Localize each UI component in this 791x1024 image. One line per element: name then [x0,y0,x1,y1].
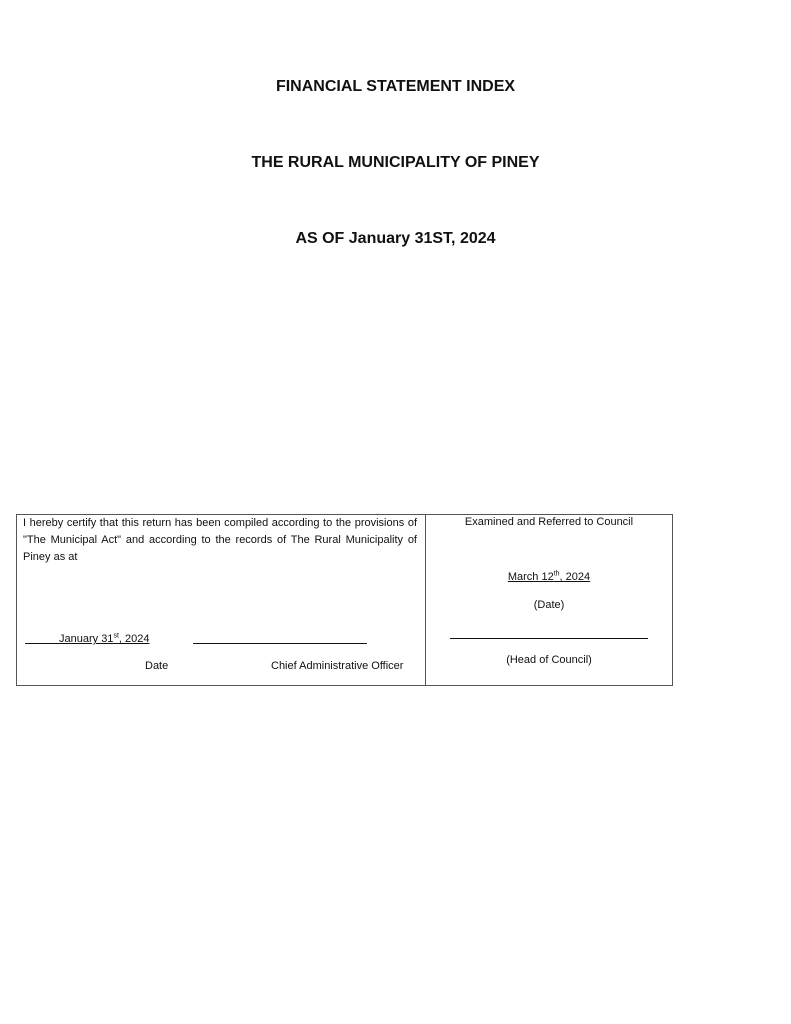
council-date-suffix: th [553,570,560,578]
document-title: FINANCIAL STATEMENT INDEX [275,78,516,95]
head-of-council-caption: (Head of Council) [506,654,592,666]
examined-label: Examined and Referred to Council [464,516,634,528]
cao-signature-line [193,643,367,644]
cao-certification-cell [17,515,425,685]
certification-table [16,514,673,686]
certification-date [25,631,149,648]
cao-label: Chief Administrative Officer [271,660,404,672]
certification-date-main: January 31 [59,633,114,645]
date-label: Date [145,660,169,672]
head-of-council-signature-line [450,638,648,639]
council-referral-cell [426,515,672,685]
municipality-name: THE RURAL MUNICIPALITY OF PINEY [251,154,540,171]
certification-date-suffix: st [113,632,119,640]
date-caption: (Date) [533,599,565,611]
council-meeting-date [426,571,672,583]
council-date-main: March 12 [507,571,554,583]
as-of-date-heading: AS OF January 31ST, 2024 [295,230,496,247]
certification-statement: I hereby certify that this return has been compiled according to the provisions of "The Municipal Act" and according to the records of The Rural Municipality of Piney as at [23,517,417,563]
council-date-year: , 2024 [559,571,591,583]
certification-date-year: , 2024 [118,633,150,645]
date-underline-lead [25,631,59,644]
